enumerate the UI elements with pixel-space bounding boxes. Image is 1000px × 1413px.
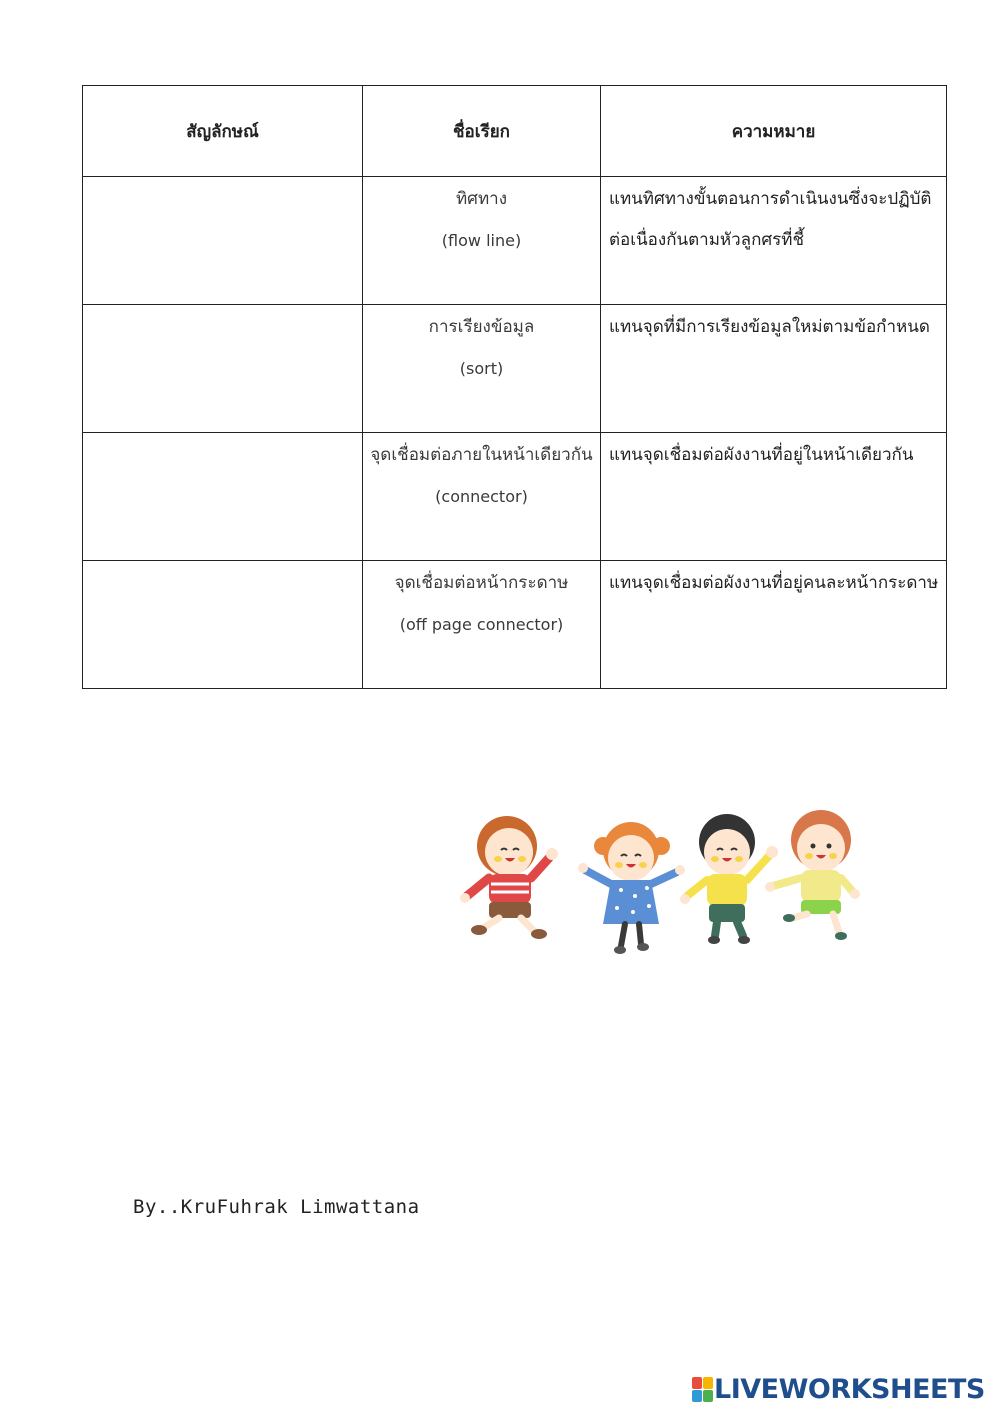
brand-name: LIVEWORKSHEETS (714, 1373, 985, 1405)
meaning-cell (601, 433, 947, 561)
meaning-cell (601, 177, 947, 305)
meaning-text: ต่อเนื่องกันตามหัวลูกศรที่ชี้ (609, 230, 805, 250)
symbol-cell-sort (83, 305, 363, 433)
logo-square-blue (692, 1390, 702, 1402)
header-meaning: ความหมาย (601, 86, 947, 177)
symbol-cell-connector (83, 433, 363, 561)
symbol-cell-off-page-connector (83, 561, 363, 689)
symbol-cell-flow-line (83, 177, 363, 305)
child-yellow-shirt (680, 814, 778, 944)
child-green-shorts (765, 810, 860, 940)
liveworksheets-logo-icon (692, 1377, 712, 1401)
table-row (83, 433, 947, 561)
logo-square-green (703, 1390, 713, 1402)
name-thai: จุดเชื่อมต่อหน้ากระดาษ (394, 573, 569, 593)
name-cell (363, 561, 601, 689)
table-row (83, 177, 947, 305)
meaning-text: แทนจุดเชื่อมต่อผังงานที่อยู่คนละหน้ากระดาษ (609, 573, 939, 593)
meaning-text: แทนจุดเชื่อมต่อผังงานที่อยู่ในหน้าเดียวกัน (609, 445, 914, 465)
meaning-cell (601, 305, 947, 433)
logo-square-yellow (703, 1377, 713, 1389)
name-cell (363, 433, 601, 561)
name-thai: ทิศทาง (455, 189, 508, 209)
child-blue-dress (578, 822, 685, 954)
name-english: (off page connector) (399, 615, 564, 634)
author-credit: By..KruFuhrak Limwattana (133, 1196, 420, 1218)
name-cell (363, 177, 601, 305)
symbol-table (82, 85, 947, 689)
table-row (83, 561, 947, 689)
name-thai: จุดเชื่อมต่อภายในหน้าเดียวกัน (370, 445, 593, 465)
header-name: ชื่อเรียก (363, 86, 601, 177)
name-english: (flow line) (441, 231, 522, 250)
meaning-text: แทนทิศทางขั้นตอนการดำเนินงนซึ่งจะปฏิบัติ (609, 189, 932, 209)
meaning-text: แทนจุดที่มีการเรียงข้อมูลใหม่ตามข้อกำหนด (609, 317, 930, 337)
meaning-cell (601, 561, 947, 689)
name-thai: การเรียงข้อมูล (428, 317, 535, 337)
name-english: (connector) (435, 487, 528, 506)
children-illustration (455, 806, 865, 961)
table-row (83, 305, 947, 433)
logo-square-red (692, 1377, 702, 1389)
header-row (83, 86, 947, 177)
name-english: (sort) (459, 359, 504, 378)
child-red-shirt (460, 816, 558, 939)
header-symbol: สัญลักษณ์ (83, 86, 363, 177)
name-cell (363, 305, 601, 433)
liveworksheets-brand[interactable] (692, 1372, 985, 1406)
